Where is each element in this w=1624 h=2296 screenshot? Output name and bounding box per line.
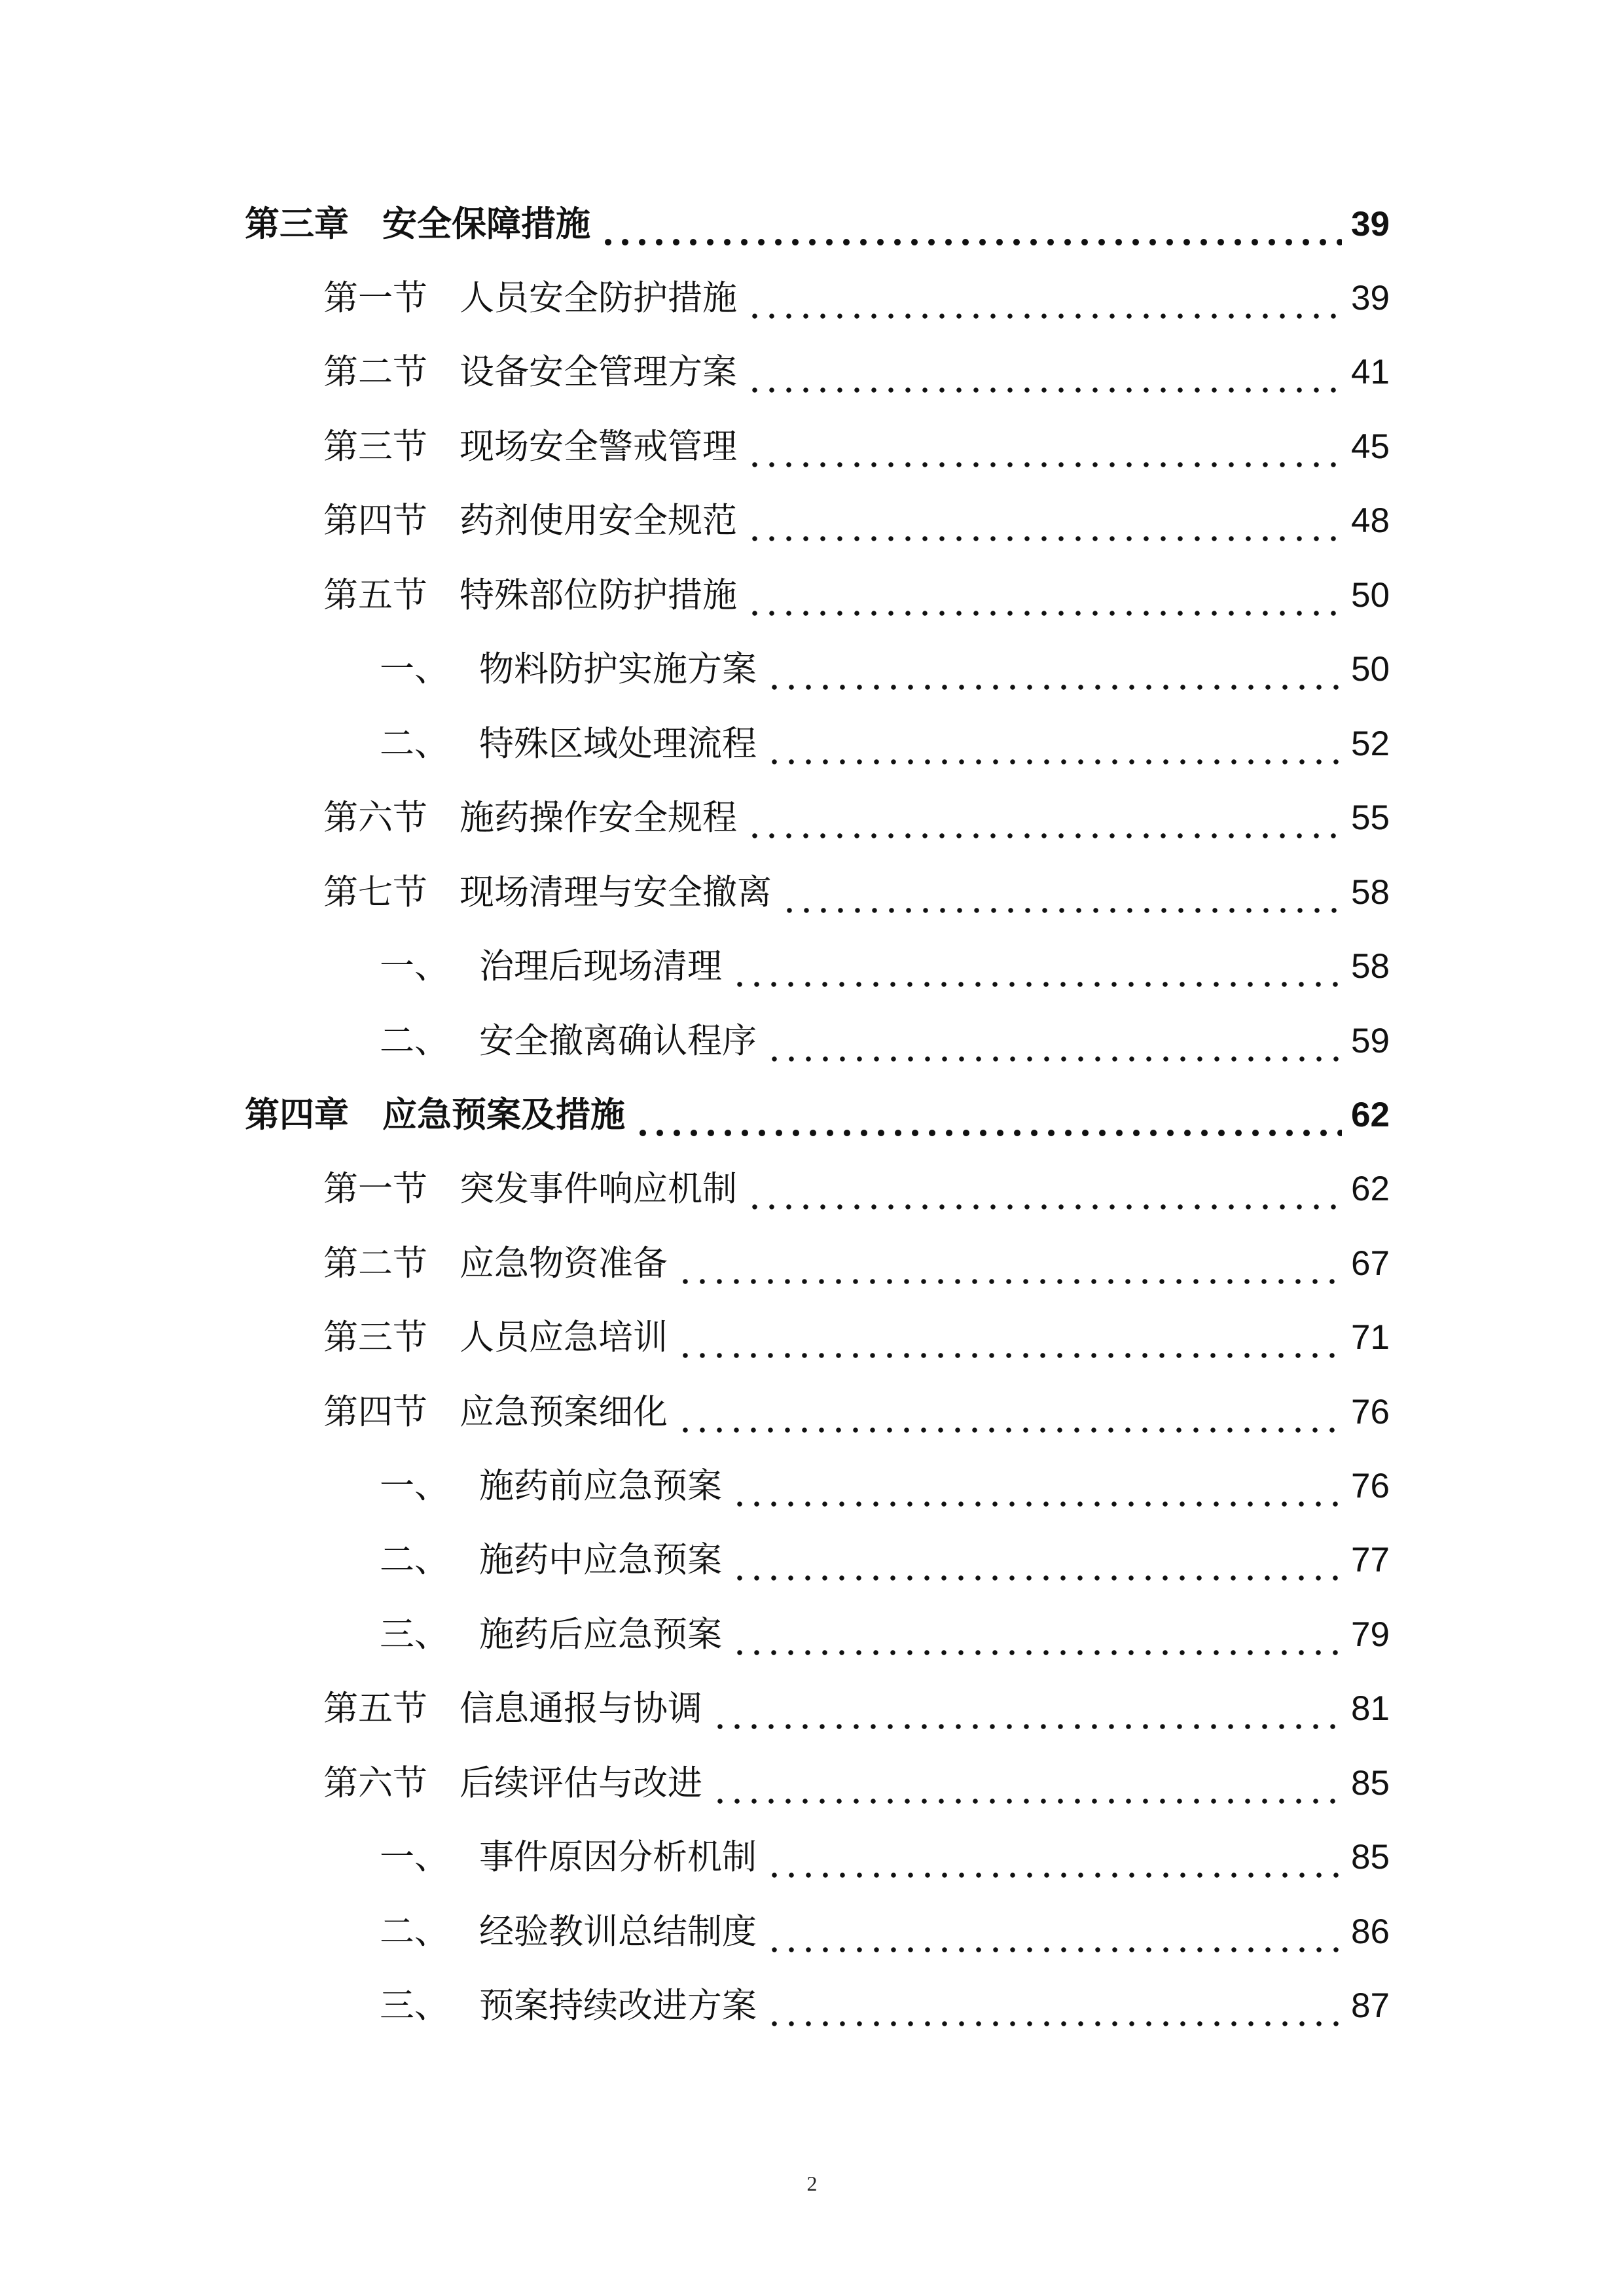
toc-entry-page: 48	[1351, 501, 1390, 540]
toc-entry-page: 62	[1351, 1096, 1390, 1134]
toc-entry-page: 76	[1351, 1393, 1390, 1431]
toc-entry-page: 50	[1351, 650, 1390, 689]
dot-leader	[712, 1679, 1342, 1738]
dot-leader	[781, 863, 1342, 922]
toc-entry-page: 59	[1351, 1022, 1390, 1060]
toc-entry-section[interactable]	[323, 1754, 1390, 1813]
toc-entry-title: 特殊部位防护措施	[460, 575, 737, 615]
toc-entry-number: 第四章	[245, 1095, 349, 1135]
toc-entry-number: 第六节	[323, 798, 427, 838]
dot-leader	[600, 195, 1342, 254]
toc-entry-title: 经验教训总结制度	[479, 1912, 757, 1952]
toc-entry-section[interactable]	[323, 492, 1390, 550]
toc-entry-title: 特殊区域处理流程	[479, 724, 757, 764]
toc-entry-number: 三、	[380, 1986, 449, 2026]
toc-entry-page: 58	[1351, 947, 1390, 986]
toc-entry-page: 81	[1351, 1689, 1390, 1728]
toc-entry-title: 施药前应急预案	[479, 1466, 722, 1506]
toc-entry-number: 第四节	[323, 1392, 427, 1432]
toc-entry-title: 后续评估与改进	[460, 1763, 702, 1803]
toc-entry-title: 应急物资准备	[460, 1244, 668, 1283]
toc-entry-page: 67	[1351, 1244, 1390, 1283]
toc-entry-section[interactable]	[323, 1160, 1390, 1219]
toc-entry-page: 79	[1351, 1615, 1390, 1654]
toc-entry-title: 施药中应急预案	[479, 1540, 722, 1580]
toc-entry-title: 药剂使用安全规范	[460, 501, 737, 541]
toc-entry-subsection[interactable]	[380, 1012, 1390, 1071]
dot-leader	[731, 937, 1342, 996]
toc-entry-number: 第五节	[323, 575, 427, 615]
toc-entry-title: 人员应急培训	[460, 1318, 668, 1357]
toc-entry-title: 安全保障措施	[382, 204, 590, 244]
toc-entry-title: 现场安全警戒管理	[460, 427, 737, 467]
toc-entry-section[interactable]	[323, 418, 1390, 476]
page-number: 2	[806, 2172, 818, 2195]
toc-entry-chapter[interactable]	[245, 195, 1390, 254]
toc-entry-title: 施药后应急预案	[479, 1615, 722, 1655]
toc-entry-page: 71	[1351, 1318, 1390, 1357]
toc-entry-title: 人员安全防护措施	[460, 278, 737, 318]
toc-entry-section[interactable]	[323, 269, 1390, 328]
toc-entry-subsection[interactable]	[380, 1605, 1390, 1664]
toc-entry-number: 二、	[380, 724, 449, 764]
dot-leader	[766, 1828, 1342, 1887]
toc-entry-number: 第四节	[323, 501, 427, 541]
toc-entry-title: 预案持续改进方案	[479, 1986, 757, 2026]
toc-entry-page: 87	[1351, 1986, 1390, 2025]
toc-entry-subsection[interactable]	[380, 1457, 1390, 1516]
toc-entry-page: 55	[1351, 798, 1390, 837]
toc-entry-number: 第三章	[245, 204, 349, 244]
dot-leader	[766, 640, 1342, 699]
toc-entry-title: 事件原因分析机制	[479, 1837, 757, 1877]
toc-entry-page: 39	[1351, 279, 1390, 317]
toc-entry-number: 二、	[380, 1021, 449, 1061]
toc-entry-number: 第三节	[323, 427, 427, 467]
toc-entry-number: 一、	[380, 1837, 449, 1877]
toc-entry-page: 86	[1351, 1912, 1390, 1951]
toc-entry-number: 一、	[380, 649, 449, 689]
toc-entry-section[interactable]	[323, 863, 1390, 922]
toc-entry-page: 77	[1351, 1541, 1390, 1579]
toc-entry-page: 62	[1351, 1170, 1390, 1208]
toc-entry-number: 第二节	[323, 352, 427, 392]
toc-entry-title: 突发事件响应机制	[460, 1169, 737, 1209]
toc-entry-page: 39	[1351, 205, 1390, 243]
toc-entry-number: 第七节	[323, 872, 427, 912]
toc-entry-number: 第一节	[323, 278, 427, 318]
toc-entry-number: 第一节	[323, 1169, 427, 1209]
dot-leader	[746, 492, 1342, 550]
toc-entry-page: 52	[1351, 725, 1390, 763]
toc-entry-number: 三、	[380, 1615, 449, 1655]
dot-leader	[677, 1234, 1342, 1293]
toc-entry-subsection[interactable]	[380, 1828, 1390, 1887]
toc-entry-title: 应急预案及措施	[382, 1095, 625, 1135]
dot-leader	[746, 566, 1342, 625]
dot-leader	[746, 789, 1342, 848]
dot-leader	[677, 1308, 1342, 1367]
toc-entry-title: 设备安全管理方案	[460, 352, 737, 392]
dot-leader	[712, 1754, 1342, 1813]
toc-entry-chapter[interactable]	[245, 1086, 1390, 1145]
dot-leader	[766, 1012, 1342, 1071]
dot-leader	[731, 1457, 1342, 1516]
toc-entry-number: 一、	[380, 946, 449, 986]
toc-entry-title: 物料防护实施方案	[479, 649, 757, 689]
toc-entry-page: 85	[1351, 1764, 1390, 1803]
toc-entry-number: 一、	[380, 1466, 449, 1506]
toc-entry-number: 第六节	[323, 1763, 427, 1803]
toc-entry-title: 治理后现场清理	[479, 946, 722, 986]
toc-entry-number: 二、	[380, 1540, 449, 1580]
toc-entry-section[interactable]	[323, 1679, 1390, 1738]
dot-leader	[746, 343, 1342, 402]
dot-leader	[731, 1531, 1342, 1590]
toc-entry-subsection[interactable]	[380, 715, 1390, 774]
toc-entry-subsection[interactable]	[380, 640, 1390, 699]
toc-entry-title: 应急预案细化	[460, 1392, 668, 1432]
toc-entry-section[interactable]	[323, 1308, 1390, 1367]
dot-leader	[731, 1605, 1342, 1664]
toc-entry-number: 第三节	[323, 1318, 427, 1357]
toc-entry-section[interactable]	[323, 1383, 1390, 1442]
toc-entry-subsection[interactable]	[380, 1531, 1390, 1590]
toc-entry-section[interactable]	[323, 343, 1390, 402]
dot-leader	[746, 1160, 1342, 1219]
dot-leader	[677, 1383, 1342, 1442]
toc-entry-number: 第五节	[323, 1689, 427, 1729]
toc-entry-subsection[interactable]	[380, 1977, 1390, 2036]
toc-entry-number: 第二节	[323, 1244, 427, 1283]
toc-entry-subsection[interactable]	[380, 1903, 1390, 1962]
dot-leader	[634, 1086, 1342, 1145]
toc-entry-section[interactable]	[323, 566, 1390, 625]
toc-entry-title: 信息通报与协调	[460, 1689, 702, 1729]
toc-entry-section[interactable]	[323, 789, 1390, 848]
dot-leader	[746, 418, 1342, 476]
dot-leader	[766, 1903, 1342, 1962]
toc-entry-page: 76	[1351, 1467, 1390, 1505]
toc-entry-title: 现场清理与安全撤离	[460, 872, 772, 912]
toc-entry-page: 50	[1351, 576, 1390, 615]
toc-entry-subsection[interactable]	[380, 937, 1390, 996]
dot-leader	[746, 269, 1342, 328]
dot-leader	[766, 715, 1342, 774]
dot-leader	[766, 1977, 1342, 2036]
toc-entry-title: 安全撤离确认程序	[479, 1021, 757, 1061]
toc-entry-number: 二、	[380, 1912, 449, 1952]
toc-entry-page: 58	[1351, 873, 1390, 912]
toc-entry-section[interactable]	[323, 1234, 1390, 1293]
toc-entry-page: 85	[1351, 1838, 1390, 1876]
toc-entry-page: 41	[1351, 353, 1390, 391]
toc-entry-page: 45	[1351, 427, 1390, 466]
toc-entry-title: 施药操作安全规程	[460, 798, 737, 838]
